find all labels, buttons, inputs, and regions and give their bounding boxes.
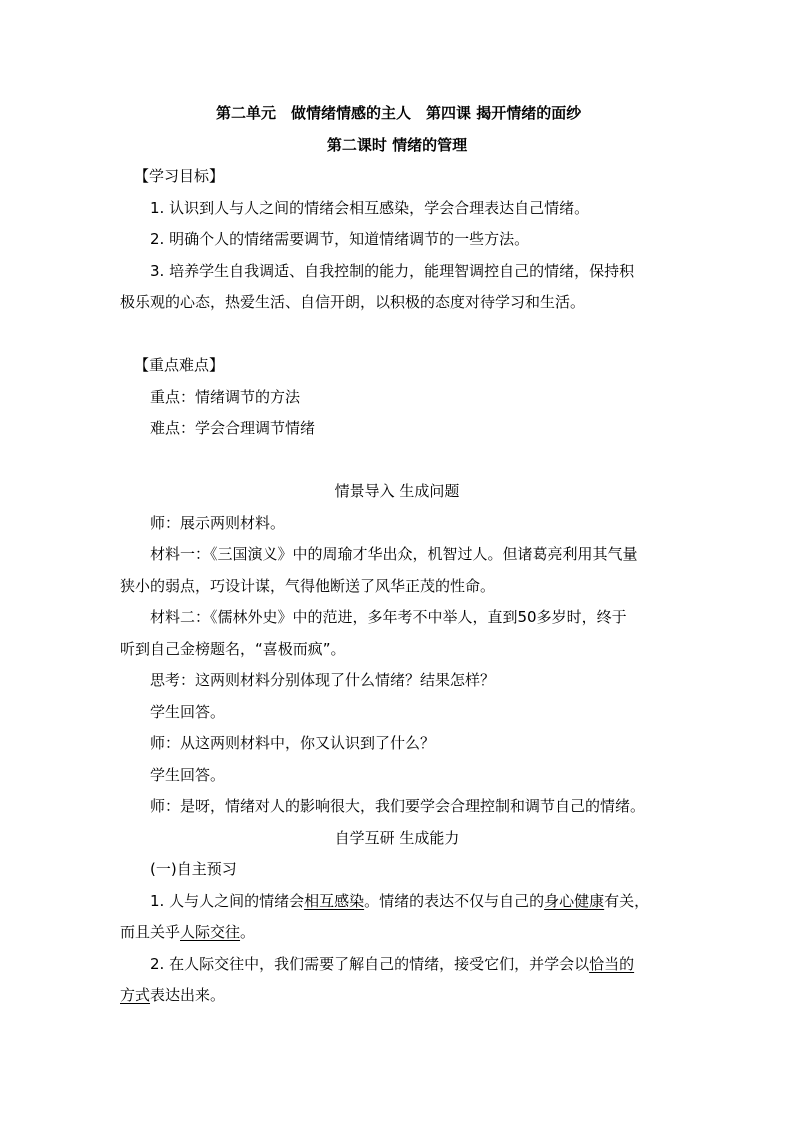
text-run: 2. 在人际交往中，我们需要了解自己的情绪，接受它们，并学会以	[150, 954, 590, 973]
text-run: 1. 人与人之间的情绪会	[150, 891, 305, 910]
underlined-answer: 身心健康	[544, 891, 605, 910]
page-title: 第二单元 做情绪情感的主人 第四课 揭开情绪的面纱	[216, 104, 582, 122]
difficult-point: 难点：学会合理调节情绪	[150, 419, 316, 437]
objective-item-continued: 极乐观的心态，热爱生活、自信开朗，以积极的态度对待学习和生活。	[120, 293, 586, 311]
paragraph-line: 材料二：《儒林外史》中的范进，多年考不中举人，直到50多岁时，终于	[150, 608, 627, 626]
key-point: 重点：情绪调节的方法	[150, 387, 301, 406]
text-run: 表达出来。	[150, 986, 226, 1004]
paragraph-line	[120, 886, 674, 918]
objective-item: 1. 认识到人与人之间的情绪会相互感染，学会合理表达自己情绪。	[150, 198, 590, 217]
paragraph-line: 思考：这两则材料分别体现了什么情绪？结果怎样？	[150, 671, 496, 689]
document-page	[120, 98, 674, 1012]
subsection-heading: (一)自主预习	[150, 860, 237, 878]
underlined-answer: 方式	[120, 986, 151, 1004]
section-heading-intro: 情景导入 生成问题	[334, 482, 460, 500]
paragraph-line	[120, 980, 674, 1012]
paragraph-line: 材料一：《三国演义》中的周瑜才华出众，机智过人。但诸葛亮利用其气量	[150, 545, 638, 563]
underlined-answer: 恰当的	[589, 954, 635, 973]
paragraph-line: 狭小的弱点，巧设计谋，气得他断送了风华正茂的性命。	[120, 576, 496, 595]
section-heading-study: 自学互研 生成能力	[334, 828, 460, 847]
paragraph-line: 听到自己金榜题名，“喜极而疯”。	[120, 639, 346, 658]
paragraph-line	[120, 917, 674, 949]
text-run: 。情绪的表达不仅与自己的	[364, 891, 545, 910]
objectives-heading: 【学习目标】	[134, 167, 225, 185]
underlined-answer: 相互感染	[304, 891, 365, 910]
keypoints-heading: 【重点难点】	[134, 356, 225, 374]
paragraph-line	[120, 949, 674, 981]
underlined-answer: 人际交往	[180, 923, 241, 941]
spacer	[120, 319, 674, 351]
paragraph-line: 学生回答。	[150, 765, 226, 784]
paragraph-line: 学生回答。	[150, 702, 226, 721]
paragraph-line: 师：是呀，情绪对人的影响很大，我们要学会合理控制和调节自己的情绪。	[150, 797, 646, 815]
paragraph-line: 师：展示两则材料。	[150, 513, 286, 532]
objective-item: 3. 培养学生自我调适、自我控制的能力，能理智调控自己的情绪，保持积	[150, 261, 635, 280]
objective-item: 2. 明确个人的情绪需要调节，知道情绪调节的一些方法。	[150, 230, 530, 248]
spacer	[120, 445, 674, 477]
text-run: 而且关乎	[120, 923, 181, 941]
text-run: 。	[240, 923, 256, 941]
text-run: 有关，	[604, 891, 650, 910]
page-subtitle: 第二课时 情绪的管理	[326, 135, 468, 154]
paragraph-line: 师：从这两则材料中，你又认识到了什么？	[150, 734, 436, 752]
